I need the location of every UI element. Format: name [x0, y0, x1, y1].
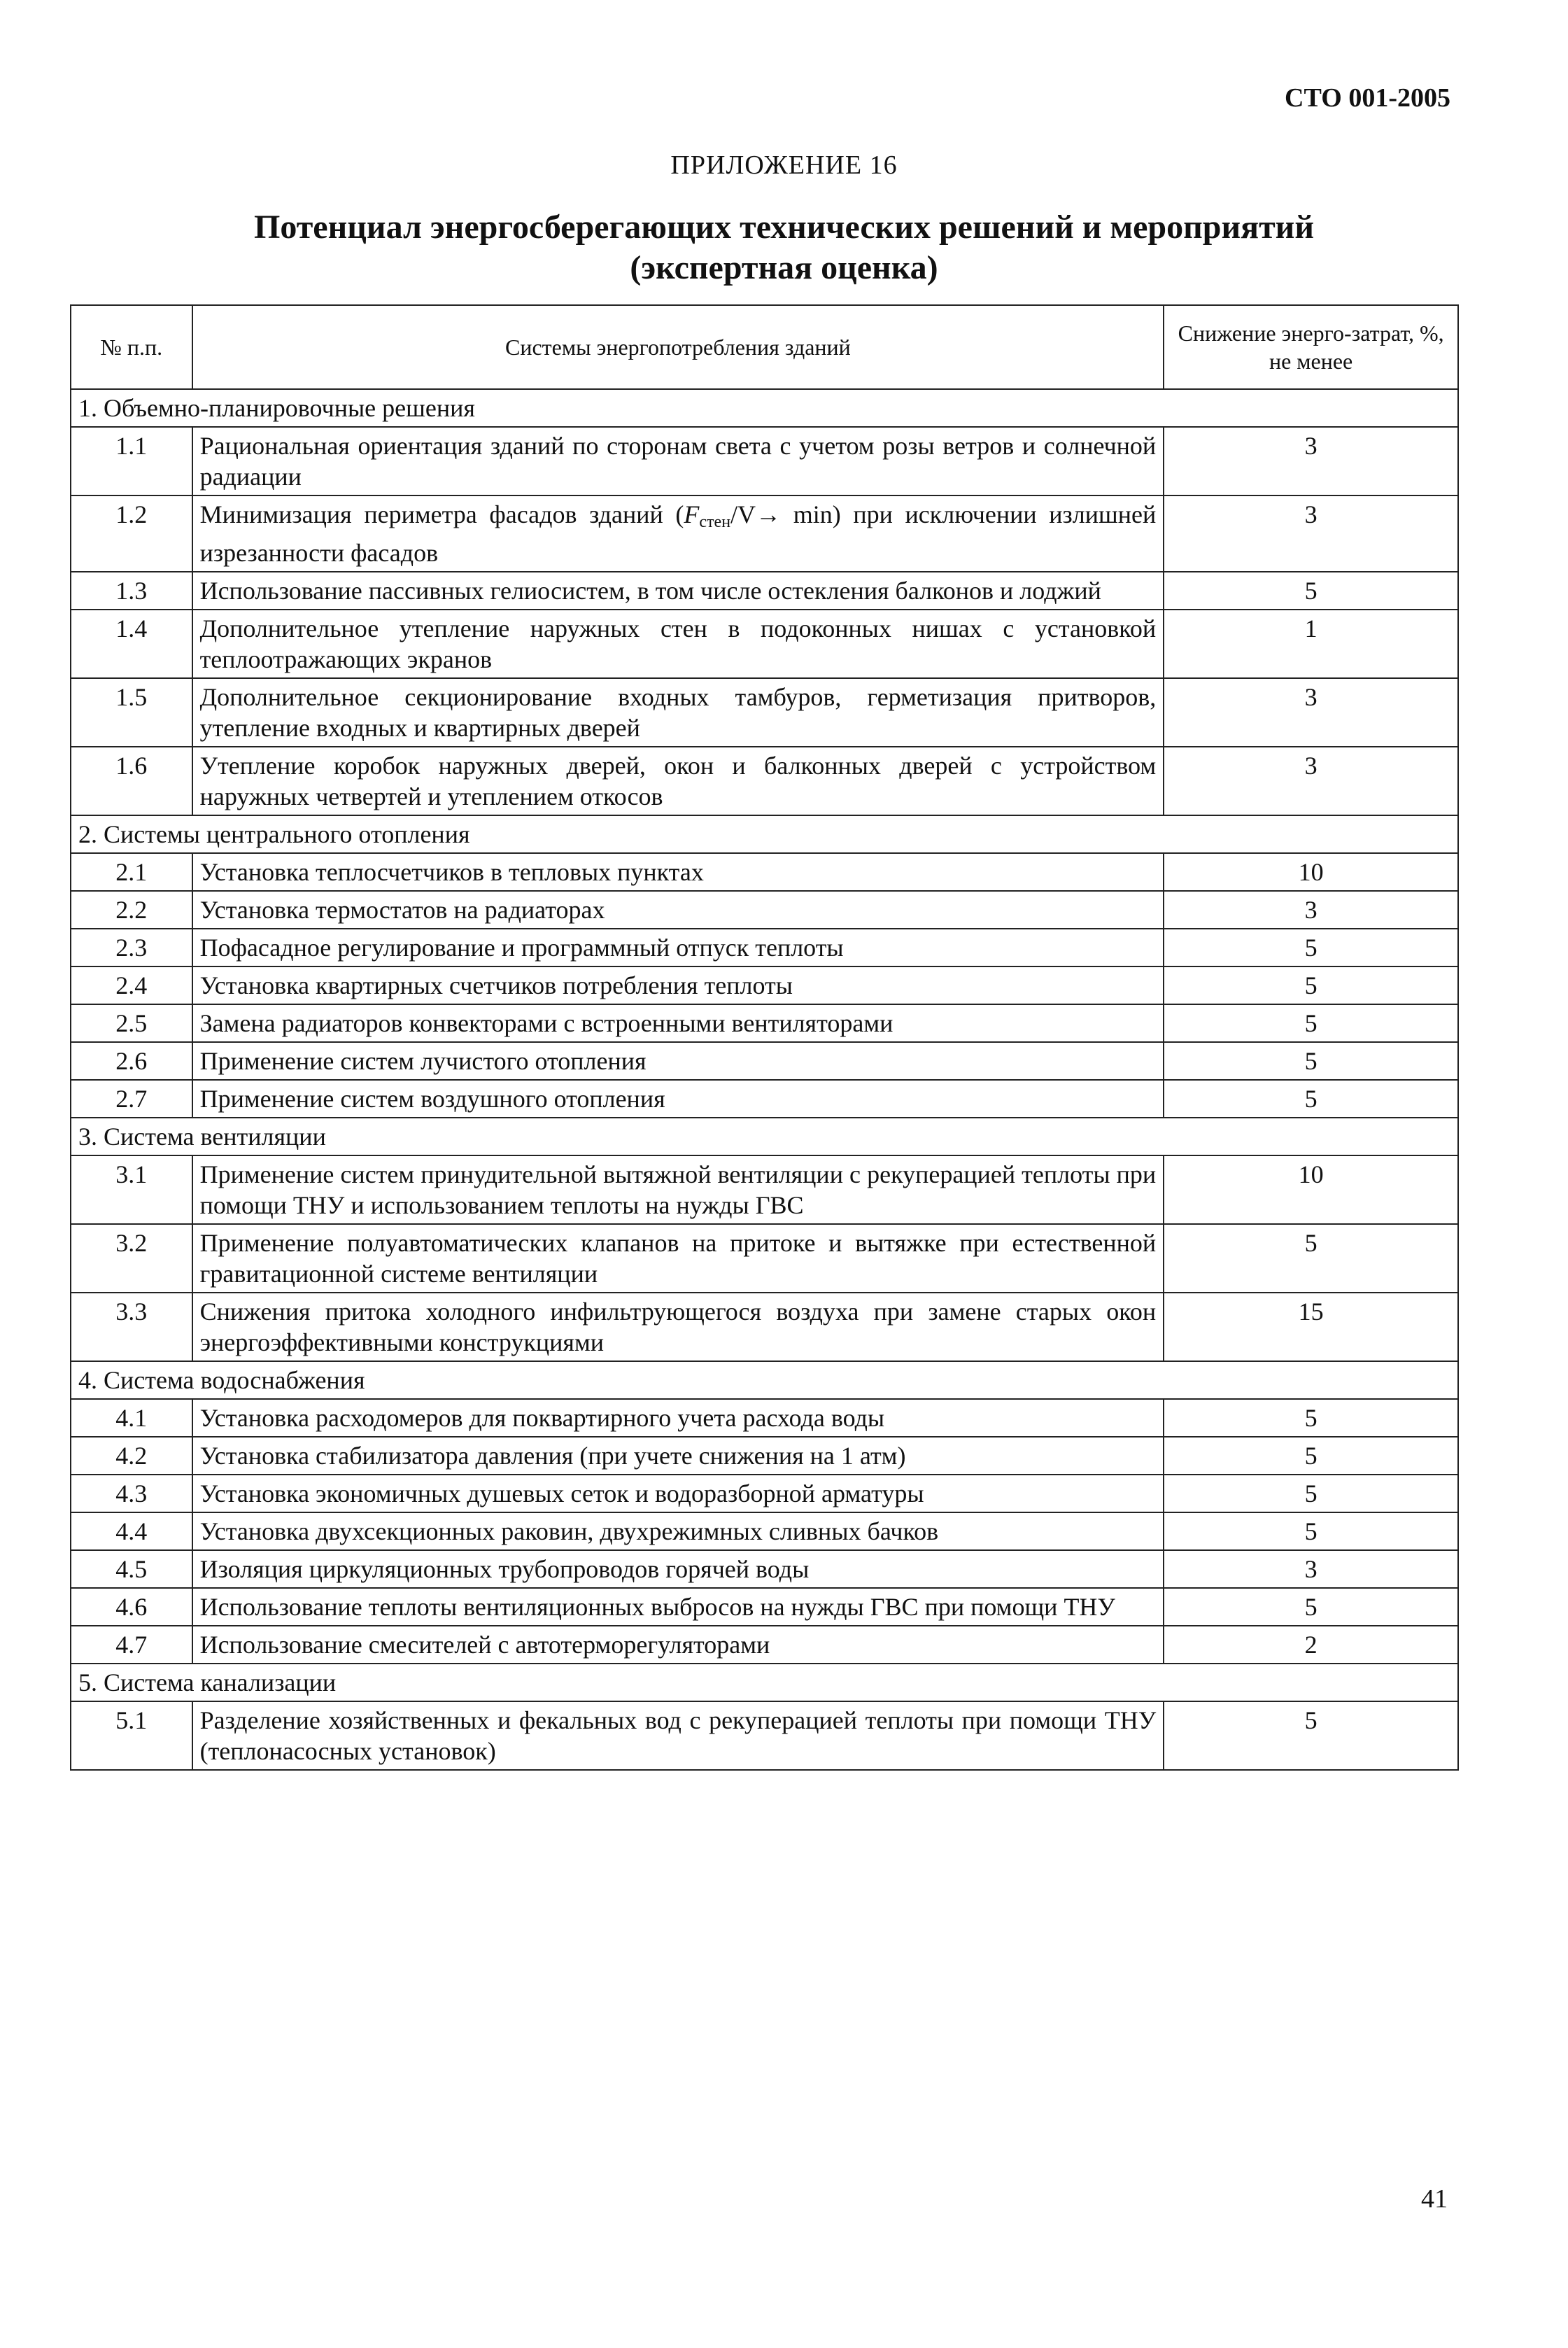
header-value: Снижение энерго-затрат, %, не менее — [1164, 305, 1458, 389]
row-number: 2.1 — [71, 853, 192, 891]
table-body — [71, 389, 1458, 1770]
row-value: 3 — [1164, 1550, 1458, 1588]
row-value: 5 — [1164, 1224, 1458, 1293]
row-text: Установка термостатов на радиаторах — [192, 891, 1164, 929]
row-value: 5 — [1164, 966, 1458, 1004]
row-text: Применение систем лучистого отопления — [192, 1042, 1164, 1080]
table-row — [71, 1399, 1458, 1437]
row-number: 4.4 — [71, 1512, 192, 1550]
row-text: Применение систем воздушного отопления — [192, 1080, 1164, 1118]
row-text: Замена радиаторов конвекторами с встроенными вентиляторами — [192, 1004, 1164, 1042]
row-value: 3 — [1164, 891, 1458, 929]
row-text: Пофасадное регулирование и программный отпуск теплоты — [192, 929, 1164, 966]
section-title: 2. Системы центрального отопления — [71, 815, 1458, 853]
section-row — [71, 815, 1458, 853]
row-number: 1.5 — [71, 678, 192, 747]
row-value: 5 — [1164, 1004, 1458, 1042]
row-value: 5 — [1164, 1042, 1458, 1080]
row-text: Использование пассивных гелиосистем, в том числе остекления балконов и лоджий — [192, 572, 1164, 610]
table-row — [71, 1550, 1458, 1588]
row-text: Установка экономичных душевых сеток и водоразборной арматуры — [192, 1475, 1164, 1512]
table-row — [71, 495, 1458, 572]
row-number: 1.2 — [71, 495, 192, 572]
row-text: Применение полуавтоматических клапанов на притоке и вытяжке при естественной гравитационной системе вентиляции — [192, 1224, 1164, 1293]
section-title: 1. Объемно-планировочные решения — [71, 389, 1458, 427]
measures-table — [70, 304, 1459, 1771]
page-title — [0, 207, 1568, 288]
row-text: Снижения притока холодного инфильтрующегося воздуха при замене старых окон энергоэффективными конструкциями — [192, 1293, 1164, 1361]
section-row — [71, 1361, 1458, 1399]
row-value: 15 — [1164, 1293, 1458, 1361]
row-number: 1.3 — [71, 572, 192, 610]
row-text: Установка стабилизатора давления (при учете снижения на 1 атм) — [192, 1437, 1164, 1475]
row-value: 5 — [1164, 1475, 1458, 1512]
row-number: 5.1 — [71, 1701, 192, 1770]
row-value: 5 — [1164, 1399, 1458, 1437]
row-text: Утепление коробок наружных дверей, окон и балконных дверей с устройством наружных четвертей и утеплением откосов — [192, 747, 1164, 815]
row-number: 2.2 — [71, 891, 192, 929]
table-row — [71, 427, 1458, 495]
row-value: 3 — [1164, 427, 1458, 495]
table-row — [71, 853, 1458, 891]
table-row — [71, 1588, 1458, 1626]
row-value: 3 — [1164, 495, 1458, 572]
row-text: Использование смесителей с автотерморегуляторами — [192, 1626, 1164, 1664]
title-line-2: (экспертная оценка) — [630, 249, 938, 286]
section-row — [71, 1118, 1458, 1155]
table-row — [71, 1004, 1458, 1042]
table-row — [71, 1293, 1458, 1361]
title-line-1: Потенциал энергосберегающих технических решений и мероприятий — [254, 209, 1314, 246]
row-number: 4.3 — [71, 1475, 192, 1512]
row-text-pre: Минимизация периметра фасадов зданий ( — [199, 500, 684, 528]
table-row — [71, 1701, 1458, 1770]
table-row — [71, 1224, 1458, 1293]
formula-subscript: стен — [699, 513, 731, 531]
row-number: 2.4 — [71, 966, 192, 1004]
document-code: СТО 001-2005 — [1285, 83, 1450, 113]
row-value: 10 — [1164, 1155, 1458, 1224]
row-number: 3.2 — [71, 1224, 192, 1293]
row-text: Рациональная ориентация зданий по сторонам света с учетом розы ветров и солнечной радиации — [192, 427, 1164, 495]
row-number: 2.7 — [71, 1080, 192, 1118]
row-number: 4.1 — [71, 1399, 192, 1437]
table-row — [71, 1155, 1458, 1224]
row-text: Применение систем принудительной вытяжной вентиляции с рекуперацией теплоты при помощи ТНУ и использованием теплоты на нужды ГВС — [192, 1155, 1164, 1224]
table-row — [71, 1042, 1458, 1080]
table-row — [71, 1512, 1458, 1550]
appendix-label: ПРИЛОЖЕНИЕ 16 — [670, 150, 898, 180]
table-row — [71, 1437, 1458, 1475]
row-number: 4.5 — [71, 1550, 192, 1588]
row-text: Дополнительное утепление наружных стен в подоконных нишах с установкой теплоотражающих экранов — [192, 610, 1164, 678]
row-number: 1.1 — [71, 427, 192, 495]
row-text: Дополнительное секционирование входных тамбуров, герметизация притворов, утепление входных и квартирных дверей — [192, 678, 1164, 747]
section-row — [71, 389, 1458, 427]
row-text: Разделение хозяйственных и фекальных вод с рекуперацией теплоты при помощи ТНУ (теплонасосных установок) — [192, 1701, 1164, 1770]
row-number: 4.7 — [71, 1626, 192, 1664]
row-value: 3 — [1164, 747, 1458, 815]
table-row — [71, 1475, 1458, 1512]
row-text: Установка расходомеров для поквартирного учета расхода воды — [192, 1399, 1164, 1437]
table-row — [71, 610, 1458, 678]
section-row — [71, 1664, 1458, 1701]
table-row — [71, 929, 1458, 966]
row-text: Установка двухсекционных раковин, двухрежимных сливных бачков — [192, 1512, 1164, 1550]
row-number: 4.6 — [71, 1588, 192, 1626]
row-value: 5 — [1164, 572, 1458, 610]
table-row — [71, 891, 1458, 929]
row-text: Изоляция циркуляционных трубопроводов горячей воды — [192, 1550, 1164, 1588]
row-value: 5 — [1164, 1437, 1458, 1475]
row-value: 5 — [1164, 1512, 1458, 1550]
section-title: 5. Система канализации — [71, 1664, 1458, 1701]
formula-f: F — [684, 500, 700, 528]
row-value: 5 — [1164, 1701, 1458, 1770]
section-title: 3. Система вентиляции — [71, 1118, 1458, 1155]
row-value: 2 — [1164, 1626, 1458, 1664]
row-number: 2.3 — [71, 929, 192, 966]
table-row — [71, 747, 1458, 815]
row-text-post: /V→ min) при исключении излишней изрезанности фасадов — [199, 500, 1157, 567]
row-text — [192, 495, 1164, 572]
row-value: 3 — [1164, 678, 1458, 747]
table-row — [71, 1626, 1458, 1664]
row-number: 1.6 — [71, 747, 192, 815]
row-number: 3.3 — [71, 1293, 192, 1361]
row-number: 2.5 — [71, 1004, 192, 1042]
table-row — [71, 1080, 1458, 1118]
page-number: 41 — [1421, 2184, 1448, 2214]
row-value: 5 — [1164, 1080, 1458, 1118]
table-row — [71, 966, 1458, 1004]
header-system: Системы энергопотребления зданий — [192, 305, 1164, 389]
row-number: 2.6 — [71, 1042, 192, 1080]
table-header-row — [71, 305, 1458, 389]
table-row — [71, 572, 1458, 610]
row-text: Установка теплосчетчиков в тепловых пунктах — [192, 853, 1164, 891]
row-number: 1.4 — [71, 610, 192, 678]
row-value: 5 — [1164, 1588, 1458, 1626]
row-number: 3.1 — [71, 1155, 192, 1224]
header-num: № п.п. — [71, 305, 192, 389]
row-value: 10 — [1164, 853, 1458, 891]
section-title: 4. Система водоснабжения — [71, 1361, 1458, 1399]
table-row — [71, 678, 1458, 747]
row-value: 1 — [1164, 610, 1458, 678]
row-value: 5 — [1164, 929, 1458, 966]
row-text: Установка квартирных счетчиков потребления теплоты — [192, 966, 1164, 1004]
row-number: 4.2 — [71, 1437, 192, 1475]
row-text: Использование теплоты вентиляционных выбросов на нужды ГВС при помощи ТНУ — [192, 1588, 1164, 1626]
